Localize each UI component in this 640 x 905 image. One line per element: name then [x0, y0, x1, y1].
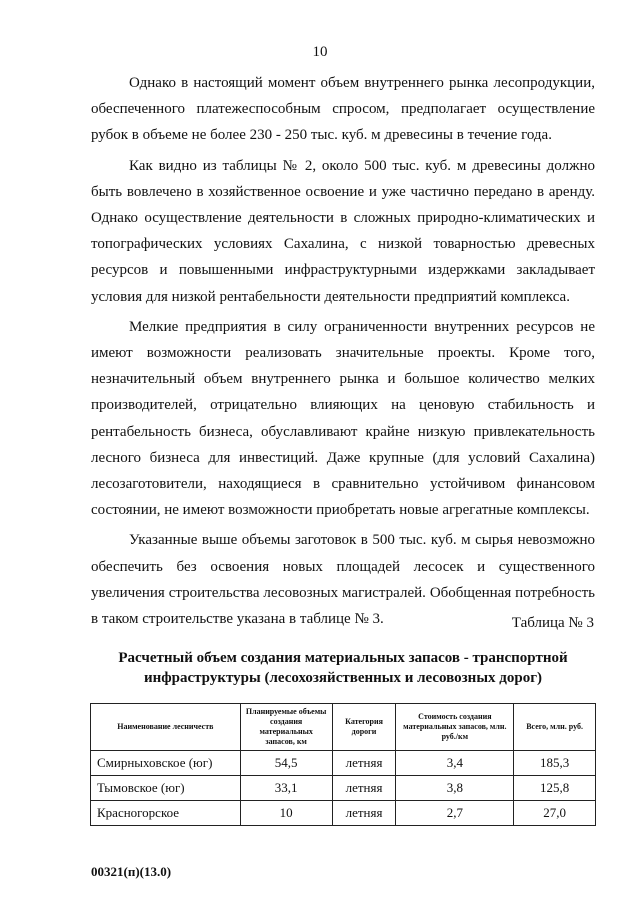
table-row: [91, 801, 596, 826]
table-cell: летняя: [332, 801, 396, 826]
paragraph: Указанные выше объемы заготовок в 500 тыс. куб. м сырья невозможно обеспечить без освоения новых площадей лесосек и существенного увеличения строительства лесовозных магистралей. Обобщенная потребность в таком строительстве указана в таблице № 3.: [91, 532, 595, 628]
column-header: Категория дороги: [332, 704, 396, 751]
paragraph: Мелкие предприятия в силу ограниченности внутренних ресурсов не имеют возможности реализовать значительные проекты. Кроме того, незначительный объем внутреннего рынка и большое количество мелких производителей, отрицательно влияющих на ценовую стабильность и рентабельность бизнеса, обуславливают крайне низкую привлекательность лесного бизнеса для инвестиций. Даже крупные (для условий Сахалина) лесозаготовители, находящиеся в сравнительно устойчивом финансовом состоянии, не имеют возможности приобретать новые агрегатные комплексы.: [91, 318, 595, 519]
table-cell: 125,8: [514, 776, 596, 801]
column-header: Стоимость создания материальных запасов, млн. руб./км: [396, 704, 514, 751]
document-code: 00321(п)(13.0): [91, 864, 172, 879]
column-header: Всего, млн. руб.: [514, 704, 596, 751]
page-number: 10: [312, 44, 328, 60]
table-cell: 185,3: [514, 751, 596, 776]
table-cell: 2,7: [396, 801, 514, 826]
table-title: Расчетный объем создания материальных запасов - транспортной инфраструктуры (лесохозяйственных и лесовозных дорог): [118, 650, 568, 686]
table-cell: 33,1: [240, 776, 332, 801]
column-header: Наименование лесничеств: [91, 704, 241, 751]
table-row: [91, 776, 596, 801]
table-cell: 10: [240, 801, 332, 826]
table-cell: летняя: [332, 751, 396, 776]
paragraph: Однако в настоящий момент объем внутреннего рынка лесопродукции, обеспеченного платежеспособным спросом, предполагает осуществление рубок в объеме не более 230 - 250 тыс. куб. м древесины в течение года.: [91, 75, 595, 144]
table-cell: 3,4: [396, 751, 514, 776]
infrastructure-table: [90, 703, 596, 826]
table-cell: Смирныховское (юг): [91, 751, 241, 776]
paragraph: Как видно из таблицы № 2, около 500 тыс. куб. м древесины должно быть вовлечено в хозяйственное освоение и уже частично передано в аренду. Однако осуществление деятельности в сложных природно-климатических и топографических условиях Сахалина, с низкой товарностью древесных ресурсов и повышенными инфраструктурными издержками закладывает условия для низкой рентабельности деятельности предприятий комплекса.: [91, 157, 595, 305]
table-cell: 27,0: [514, 801, 596, 826]
body-text: [91, 70, 595, 636]
table-cell: Тымовское (юг): [91, 776, 241, 801]
table-cell: 3,8: [396, 776, 514, 801]
column-header: Планируемые объемы создания материальных запасов, км: [240, 704, 332, 751]
table-header-row: [91, 704, 596, 751]
table-row: [91, 751, 596, 776]
table-cell: 54,5: [240, 751, 332, 776]
table-cell: Красногорское: [91, 801, 241, 826]
table-caption: Таблица № 3: [511, 615, 594, 631]
table-cell: летняя: [332, 776, 396, 801]
